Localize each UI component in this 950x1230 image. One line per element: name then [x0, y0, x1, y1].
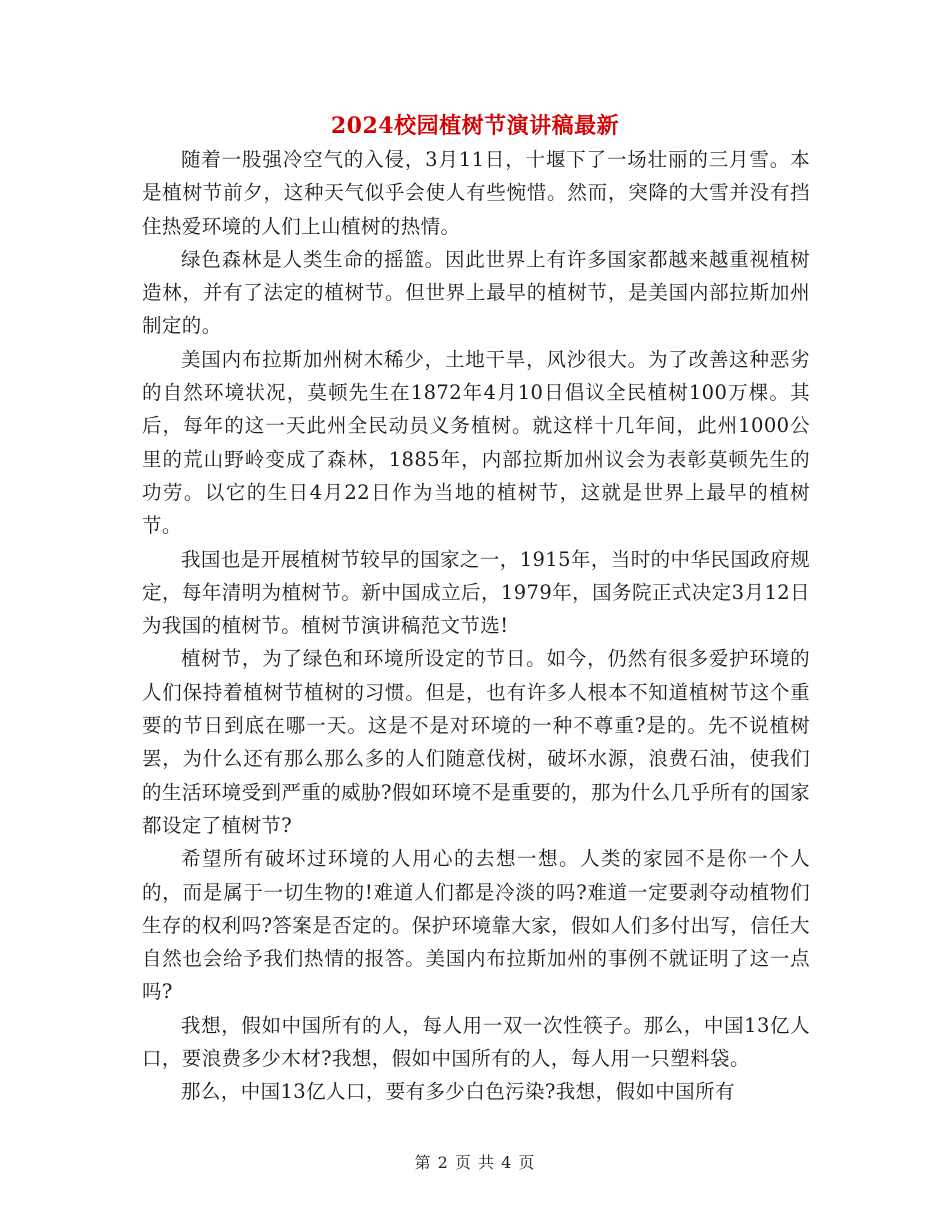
document-body	[142, 143, 810, 1109]
paragraph: 我国也是开展植树节较早的国家之一，1915年，当时的中华民国政府规定，每年清明为植树节。新中国成立后，1979年，国务院正式决定3月12日为我国的植树节。植树节演讲稿范文节选!	[142, 547, 810, 638]
document-title: 2024校园植树节演讲稿最新	[330, 113, 620, 139]
paragraph: 希望所有破坏过环境的人用心的去想一想。人类的家园不是你一个人的，而是属于一切生物的!难道人们都是冷淡的吗?难道一定要剥夺动植物们生存的权利吗?答案是否定的。保护环境靠大家，假如人们多付出写，信任大自然也会给予我们热情的报答。美国内布拉斯加州的事例不就证明了这一点吗?	[142, 847, 810, 1004]
paragraph: 美国内布拉斯加州树木稀少，土地干旱，风沙很大。为了改善这种恶劣的自然环境状况，莫顿先生在1872年4月10日倡议全民植树100万棵。其后，每年的这一天此州全民动员义务植树。就这样十几年间，此州1000公里的荒山野岭变成了森林，1885年，内部拉斯加州议会为表彰莫顿先生的功劳。以它的生日4月22日作为当地的植树节，这就是世界上最早的植树节。	[142, 347, 810, 538]
page-number-footer: 第 2 页 共 4 页	[414, 1153, 536, 1172]
paragraph: 绿色森林是人类生命的摇篮。因此世界上有许多国家都越来越重视植树造林，并有了法定的植树节。但世界上最早的植树节，是美国内部拉斯加州制定的。	[142, 247, 810, 338]
paragraph: 那么，中国13亿人口，要有多少白色污染?我想，假如中国所有	[181, 1080, 735, 1104]
paragraph: 我想，假如中国所有的人，每人用一双一次性筷子。那么，中国13亿人口，要浪费多少木材?我想，假如中国所有的人，每人用一只塑料袋。	[142, 1013, 810, 1071]
paragraph: 随着一股强冷空气的入侵，3月11日，十堰下了一场壮丽的三月雪。本是植树节前夕，这种天气似乎会使人有些惋惜。然而，突降的大雪并没有挡住热爱环境的人们上山植树的热情。	[142, 148, 810, 238]
paragraph: 植树节，为了绿色和环境所设定的节日。如今，仍然有很多爱护环境的人们保持着植树节植树的习惯。但是，也有许多人根本不知道植树节这个重要的节日到底在哪一天。这是不是对环境的一种不尊重?是的。先不说植树罢，为什么还有那么那么多的人们随意伐树，破坏水源，浪费石油，使我们的生活环境受到严重的威胁?假如环境不是重要的，那为什么几乎所有的国家都设定了植树节?	[142, 647, 810, 837]
